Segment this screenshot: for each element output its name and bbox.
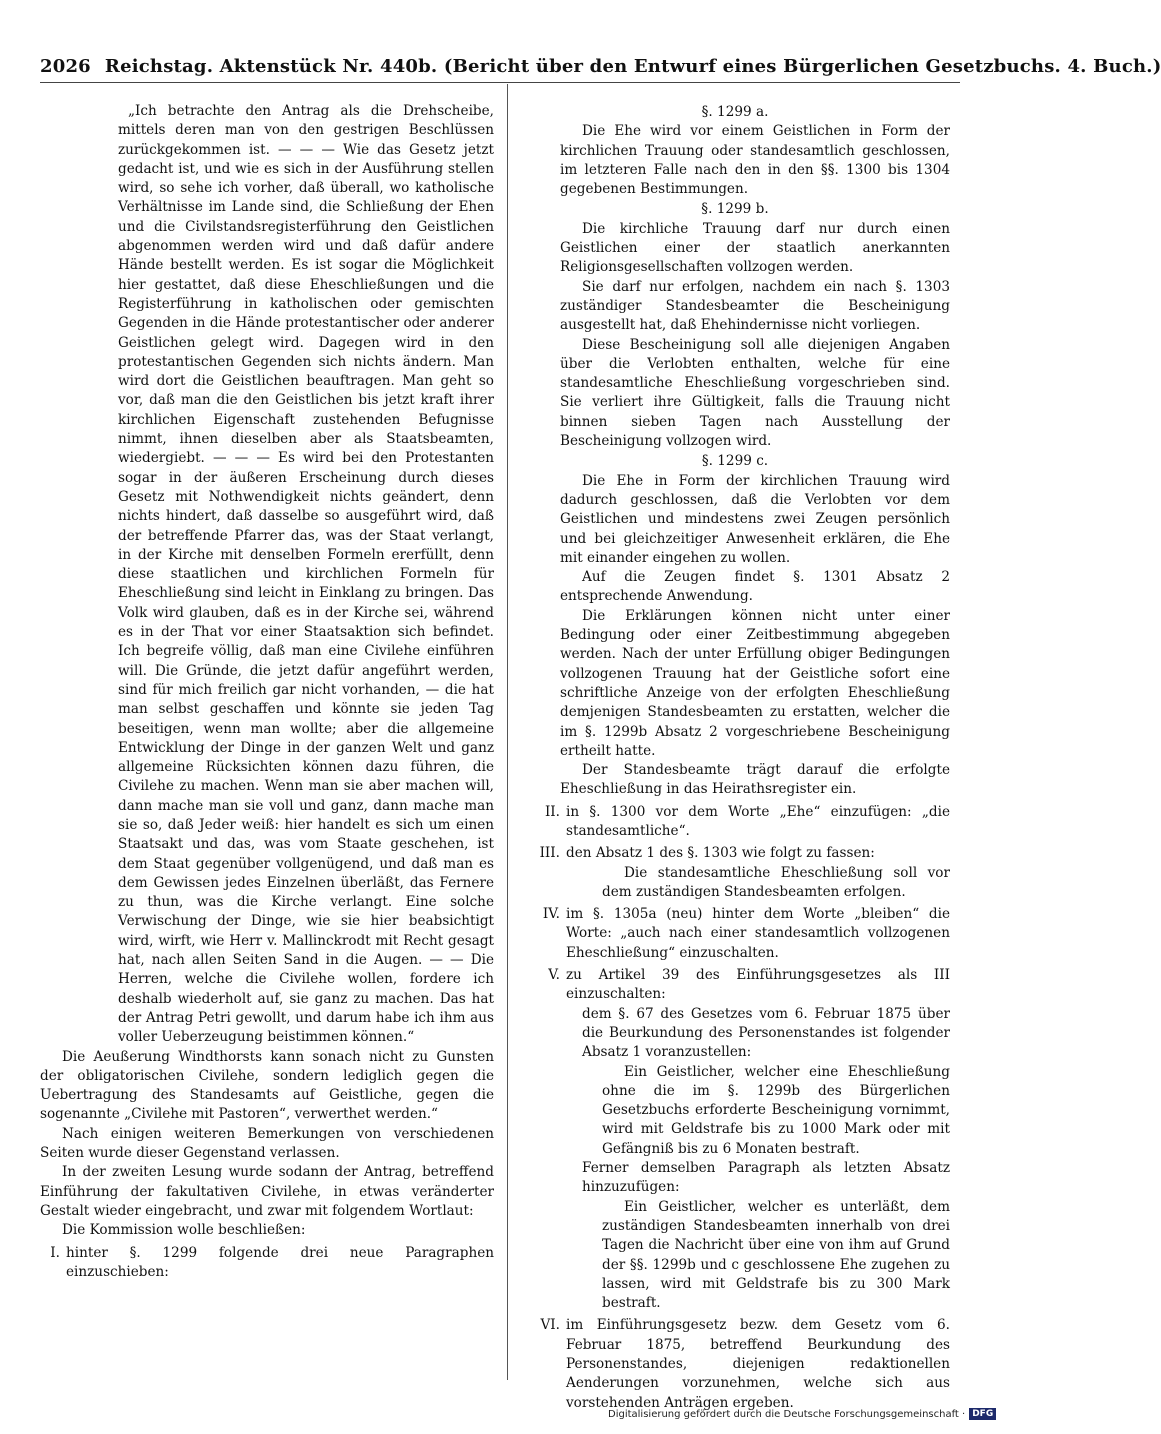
sub-paragraph: Ein Geistlicher, welcher eine Eheschließung ohne die im §. 1299b des Bürgerlichen Gesetzbuchs erforderte Bescheinigung vornimmt, wird mit Geldstrafe bis zu 1000 Mark oder mit Gefängniß bis zu 6 Monaten bestraft. — [602, 1063, 950, 1157]
list-item — [20, 1244, 494, 1283]
paragraph: Diese Bescheinigung soll alle diejenigen Angaben über die Verlobten enthalten, welche für eine standesamtliche Eheschließung vorgeschrieben sind. Sie verliert ihre Gültigkeit, falls die Trauung nicht binnen sieben Tagen nach Ausstellung der Bescheinigung vollzogen wird. — [560, 336, 950, 450]
item-number: III. — [539, 845, 560, 862]
page-number: 2026 — [40, 56, 91, 77]
paragraph: Die Ehe wird vor einem Geistlichen in Form der kirchlichen Trauung oder standesamtlich geschlossen, im letzteren Falle nach den in den §§. 1300 bis 1304 gegebenen Bestimmungen. — [560, 123, 950, 198]
paragraph: Auf die Zeugen findet §. 1301 Absatz 2 entsprechende Anwendung. — [560, 569, 950, 605]
list-item — [520, 803, 950, 842]
item-text: zu Artikel 39 des Einführungsgesetzes als III einzuschalten: — [566, 967, 950, 1003]
paragraph: In der zweiten Lesung wurde sodann der Antrag, betreffend Einführung der fakultativen Civilehe, in etwas veränderter Gestalt wieder eingebracht, und zwar mit folgendem Wortlaut: — [40, 1164, 494, 1219]
sub-paragraph: Ein Geistlicher, welcher es unterläßt, dem zuständigen Standesbeamten innerhalb von drei Tagen die Nachricht über eine von ihm auf Grund der §§. 1299b und c geschlossene Ehe zugehen zu lassen, wird mit Geldstrafe bis zu 300 Mark bestraft. — [602, 1198, 950, 1312]
item-number: II. — [544, 803, 560, 820]
paragraph: Die kirchliche Trauung darf nur durch einen Geistlichen einer der staatlich anerkannten Religionsgesellschaften vollzogen werden. — [560, 220, 950, 276]
paragraph: Die Erklärungen können nicht unter einer Bedingung oder einer Zeitbestimmung abgegeben werden. Nach der unter Erfüllung obiger Bedingungen vollzogenen Trauung hat der Geistliche sofort eine schriftliche Anzeige von der erfolgten Eheschließung demjenigen Standesbeamten zu erstatten, welcher die im §. 1299b Absatz 2 vorgeschriebene Bescheinigung ertheilt hatte. — [560, 607, 950, 759]
item-number: V. — [548, 967, 560, 984]
paragraph: Sie darf nur erfolgen, nachdem ein nach §. 1303 zuständiger Standesbeamter die Bescheinigung ausgestellt hat, daß Ehehindernisse nicht vorliegen. — [560, 278, 950, 334]
footer-text: Digitalisierung gefördert durch die Deutsche Forschungsgemeinschaft · — [608, 1409, 966, 1420]
list-item — [520, 905, 950, 963]
paragraph: Der Standesbeamte trägt darauf die erfolgte Eheschließung in das Heirathsregister ein. — [560, 762, 950, 798]
item-text: in §. 1300 vor dem Worte „Ehe“ einzufügen: „die standesamtliche“. — [566, 803, 950, 839]
list-item — [520, 966, 950, 1005]
column-divider — [507, 84, 508, 1380]
item-text: im §. 1305a (neu) hinter dem Worte „bleiben“ die Worte: „auch nach einer standesamtlich vollzogenen Eheschließung“ einzuschalten. — [566, 906, 950, 961]
windthorst-quote: „Ich betrachte den Antrag als die Drehscheibe, mittels deren man von den gestrigen Beschlüssen zurückgekommen ist. — — — Wie das Gesetz jetzt gedacht ist, und wie es sich in der Ausführung stellen wird, so sehe ich vorher, daß überall, wo katholische Verhältnisse im Lande sind, die Schließung der Ehen und die Civilstandsregisterführung den Geistlichen abgenommen werden wird und daß dafür andere Hände bestellt werden. Es ist sogar die Möglichkeit hier gestattet, daß diese Eheschließungen und die Registerführung in katholischen oder gemischten Gegenden in die Hände protestantischer oder anderer Geistlichen gelegt wird. Dagegen wird in den protestantischen Gegenden sich nichts ändern. Man wird dort die Geistlichen beauftragen. Man geht so vor, daß man die den Geistlichen bis jetzt kraft ihrer kirchlichen Eigenschaft zustehenden Befugnisse nimmt, ihnen dieselben aber als Staatsbeamten, wiedergiebt. — — — Es wird bei den Protestanten sogar in der äußeren Erscheinung durch dieses Gesetz mit Nothwendigkeit nichts geändert, denn nichts hindert, daß dasselbe so ausgeführt wird, daß der betreffende Pfarrer das, was der Staat verlangt, in der Kirche mit denselben Formeln ererfüllt, denn diese staatlichen und kirchlichen Formeln für Eheschließung sind leicht in Einklang zu bringen. Das Volk wird glauben, daß es in der Kirche sei, während es in der That vor einer Staatsaktion sich befindet. Ich begreife völlig, daß man eine Civilehe einführen will. Die Gründe, die jetzt dafür angeführt werden, sind für mich freilich gar nicht vorhanden, — die hat man selbst geschaffen und könnte sie jeden Tag beseitigen, wenn man wollte; aber die allgemeine Entwicklung der Dinge in der ganzen Welt und ganz allgemeine Rücksichten können dazu führen, die Civilehe zu machen. Wenn man sie aber machen will, dann mache man sie voll und ganz, dann mache man sie so, daß Jeder weiß: hier handelt es sich um einen Staatsakt und das, was vom Staate geschehen, ist dem Staat gegenüber vollgenügend, und daß man es dem Gewissen jedes Einzelnen überläßt, das Fernere zu thun, was die Kirche verlangt. Eine solche Verwischung der Dinge, wie sie hier beabsichtigt wird, wirft, wie Herr v. Mallinckrodt mit Recht gesagt hat, nach allen Seiten Sand in die Augen. — — Die Herren, welche die Civilehe wollen, fordere ich deshalb wiederholt auf, sie ganz zu machen. Das hat der Antrag Petri gewollt, und darum habe ich ihm aus voller Ueberzeugung beistimmen können.“ — [118, 103, 494, 1046]
list-item — [520, 1316, 950, 1412]
page-header — [40, 56, 1161, 77]
paragraph: Die Ehe in Form der kirchlichen Trauung wird dadurch geschlossen, daß die Verlobten vor dem Geistlichen und mindestens zwei Zeugen persönlich und bei gleichzeitiger Anwesenheit erklären, die Ehe mit einander eingehen zu wollen. — [560, 472, 950, 566]
section-heading: §. 1299 b. — [701, 201, 769, 218]
item-number: IV. — [542, 906, 560, 923]
item-number: VI. — [540, 1317, 560, 1334]
footer-credit — [608, 1408, 996, 1420]
paragraph: Nach einigen weiteren Bemerkungen von verschiedenen Seiten wurde dieser Gegenstand verlassen. — [40, 1125, 494, 1162]
sub-paragraph: dem §. 67 des Gesetzes vom 6. Februar 1875 über die Beurkundung des Personenstandes ist folgender Absatz 1 voranzustellen: — [582, 1005, 950, 1061]
list-item — [520, 844, 950, 863]
paragraph: Die Aeußerung Windthorsts kann sonach nicht zu Gunsten der obligatorischen Civilehe, sondern lediglich gegen die Uebertragung des Standesamts auf Geistliche, gegen die sogenannte „Civilehe mit Pastoren“, verwerthet werden.“ — [40, 1048, 494, 1123]
item-text: hinter §. 1299 folgende drei neue Paragraphen einzuschieben: — [66, 1244, 494, 1280]
section-heading: §. 1299 a. — [701, 104, 769, 120]
sub-paragraph: Ferner demselben Paragraph als letzten Absatz hinzuzufügen: — [582, 1160, 950, 1196]
section-heading: §. 1299 c. — [701, 453, 769, 470]
item-text: den Absatz 1 des §. 1303 wie folgt zu fassen: — [566, 845, 875, 862]
dfg-logo: DFG — [969, 1408, 996, 1420]
header-title: Reichstag. Aktenstück Nr. 440b. (Bericht über den Entwurf eines Bürgerlichen Gesetzbuchs. 4. Buch.) — [104, 56, 1161, 77]
sub-paragraph: Die standesamtliche Eheschließung soll vor dem zuständigen Standesbeamten erfolgen. — [602, 864, 950, 900]
right-column — [520, 102, 950, 1413]
left-column — [40, 102, 494, 1282]
header-rule — [40, 82, 960, 83]
item-text: im Einführungsgesetz bezw. dem Gesetz vom 6. Februar 1875, betreffend Beurkundung des Personenstandes, diejenigen redaktionellen Aenderungen vorzunehmen, welche sich aus vorstehenden Anträgen ergeben. — [566, 1317, 950, 1411]
item-number: I. — [50, 1244, 60, 1261]
paragraph: Die Kommission wolle beschließen: — [62, 1222, 306, 1239]
